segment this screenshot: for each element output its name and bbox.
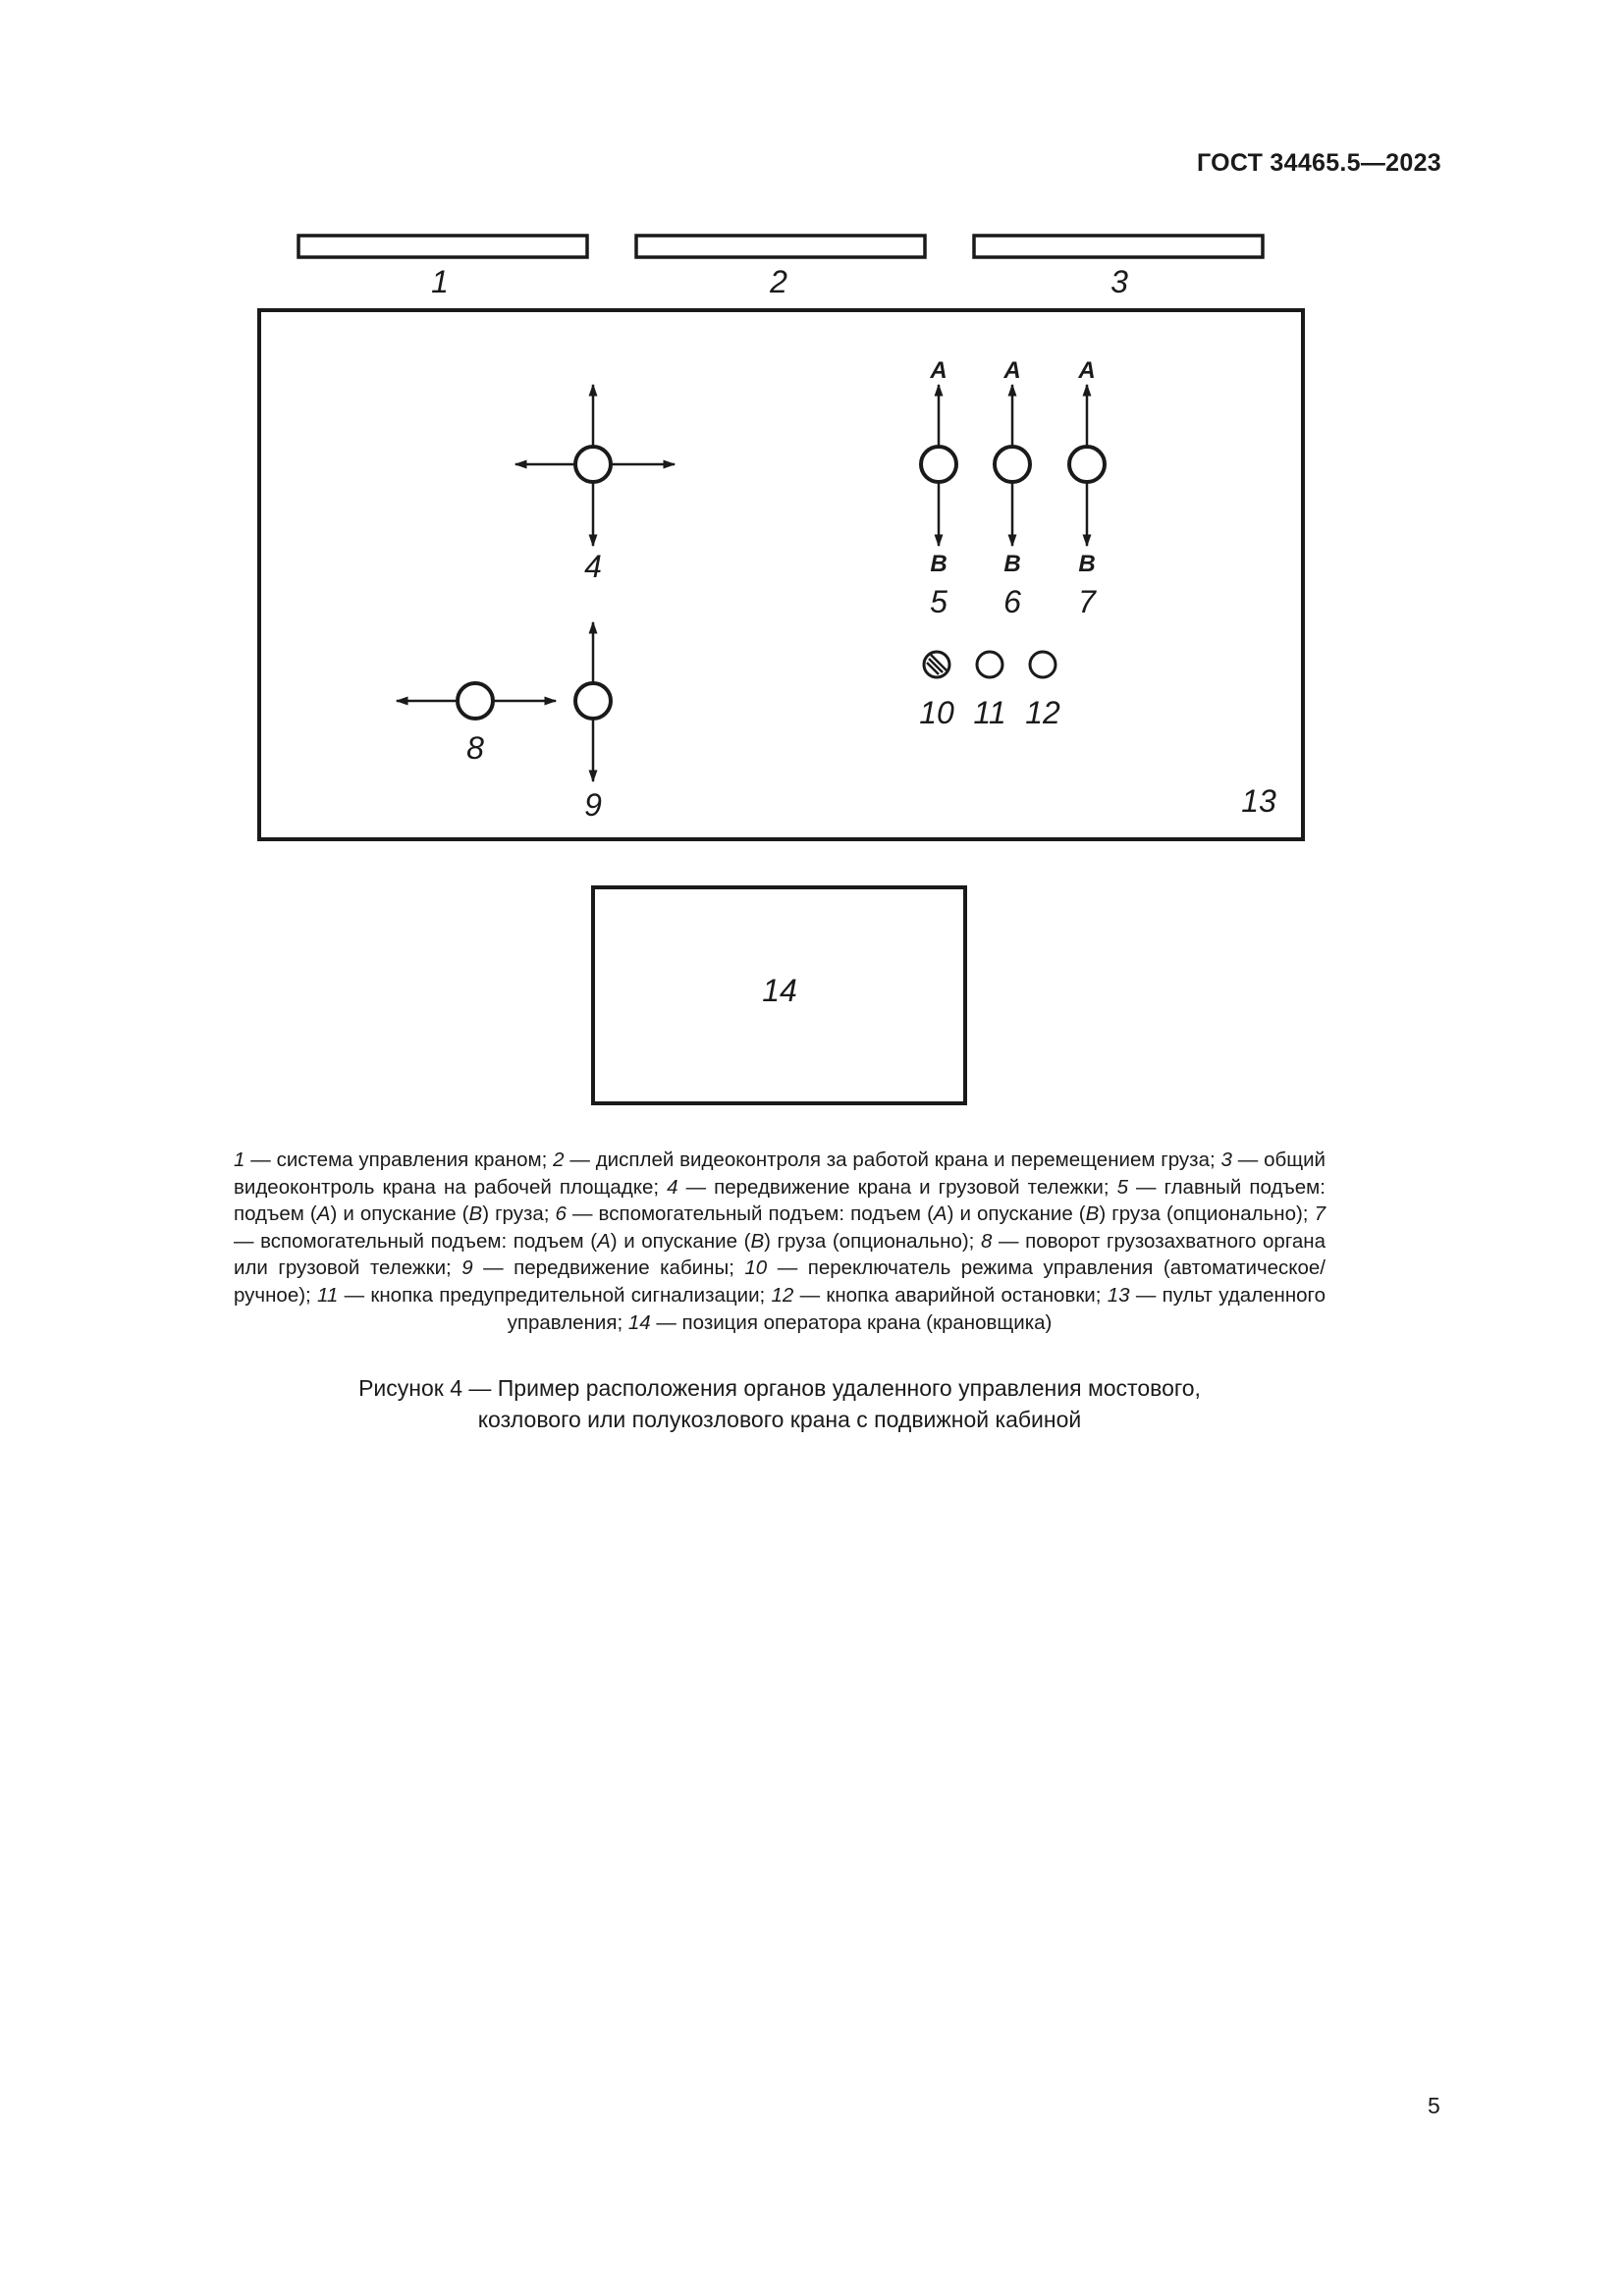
label-6: 6 [1003,584,1021,619]
legend-key: A [933,1202,947,1226]
crane-travel-joystick [515,385,675,546]
label-3: 3 [1110,264,1128,299]
page-number: 5 [1428,2093,1440,2118]
label-9: 9 [584,787,602,823]
legend-key: 1 [234,1148,245,1171]
figure-legend [234,1147,1326,1336]
legend-text: — вспомогательный подъем: подъем ( [234,1229,598,1253]
label-11: 11 [973,695,1006,730]
legend-key: 11 [317,1283,339,1307]
standard-header: ГОСТ 34465.5—2023 [1196,149,1441,177]
legend-key: 10 [744,1256,768,1280]
legend-text: ) груза; [482,1202,556,1226]
legend-text: — позиция оператора крана (крановщика) [650,1310,1053,1334]
dir-a-5: A [930,357,947,384]
video-display-bar [636,236,925,257]
legend-text: — кнопка аварийной остановки; [793,1283,1108,1307]
legend-text: ) и опускание ( [947,1202,1086,1226]
warning-button [977,652,1002,677]
legend-key: 14 [627,1310,651,1334]
dir-a-6: A [1003,357,1021,384]
label-14: 14 [762,973,797,1008]
mode-switch [924,652,949,677]
legend-key: 5 [1116,1175,1128,1199]
legend-key: 2 [553,1148,565,1171]
legend-text: ) груза (опционально); [1099,1202,1315,1226]
legend-text: — дисплей видеоконтроля за работой крана и перемещением груза; [564,1148,1221,1171]
control-system-bar [298,236,587,257]
control-layout-figure [0,0,1624,1129]
aux-hoist-2-joystick [1069,385,1105,546]
legend-key: 12 [771,1283,794,1307]
dir-b-7: B [1078,551,1096,577]
legend-key: 9 [461,1256,473,1280]
legend-key: 3 [1220,1148,1232,1171]
label-12: 12 [1025,695,1060,730]
cabin-travel-joystick [575,622,611,781]
legend-text: — пульт удаленного управления; [507,1283,1326,1334]
legend-key: 6 [555,1202,567,1226]
rotation-joystick [397,683,556,719]
legend-key: B [1085,1202,1100,1226]
label-1: 1 [431,264,449,299]
legend-text: — переключатель режима управления (автоматическое/ручное); [234,1256,1326,1307]
legend-key: B [750,1229,765,1253]
legend-key: 7 [1314,1202,1326,1226]
main-hoist-joystick [921,385,956,546]
legend-key: 13 [1107,1283,1130,1307]
legend-text: ) и опускание ( [330,1202,469,1226]
aux-hoist-1-joystick [995,385,1030,546]
label-5: 5 [930,584,947,619]
figure-caption [234,1372,1326,1435]
legend-text: — общий видеоконтроль крана на рабочей площадке; [234,1148,1326,1199]
legend-key: A [597,1229,611,1253]
legend-text: — поворот грузозахватного органа или грузовой тележки; [234,1229,1326,1280]
legend-key: 8 [980,1229,993,1253]
legend-key: 4 [667,1175,678,1199]
label-4: 4 [584,549,602,584]
general-video-bar [974,236,1263,257]
legend-text: ) и опускание ( [610,1229,751,1253]
legend-text: — передвижение крана и грузовой тележки; [677,1175,1117,1199]
label-13: 13 [1241,783,1276,819]
dir-a-7: A [1078,357,1096,384]
legend-text: — вспомогательный подъем: подъем ( [566,1202,934,1226]
legend-text: — система управления краном; [244,1148,554,1171]
legend-key: B [468,1202,483,1226]
emergency-stop-button [1030,652,1056,677]
remote-control-panel [259,310,1303,839]
label-2: 2 [770,264,787,299]
legend-text: — передвижение кабины; [472,1256,745,1280]
legend-text: — главный подъем: подъем ( [234,1175,1326,1226]
dir-b-6: B [1003,551,1021,577]
label-10: 10 [919,695,954,730]
caption-line-1: Рисунок 4 — Пример расположения органов удаленного управления мостового, [358,1375,1201,1401]
label-7: 7 [1078,584,1096,619]
dir-b-5: B [930,551,947,577]
label-8: 8 [466,730,484,766]
legend-text: ) груза (опционально); [764,1229,981,1253]
legend-text: — кнопка предупредительной сигнализации; [338,1283,772,1307]
legend-key: A [316,1202,331,1226]
caption-line-2: козлового или полукозлового крана с подвижной кабиной [477,1407,1082,1432]
